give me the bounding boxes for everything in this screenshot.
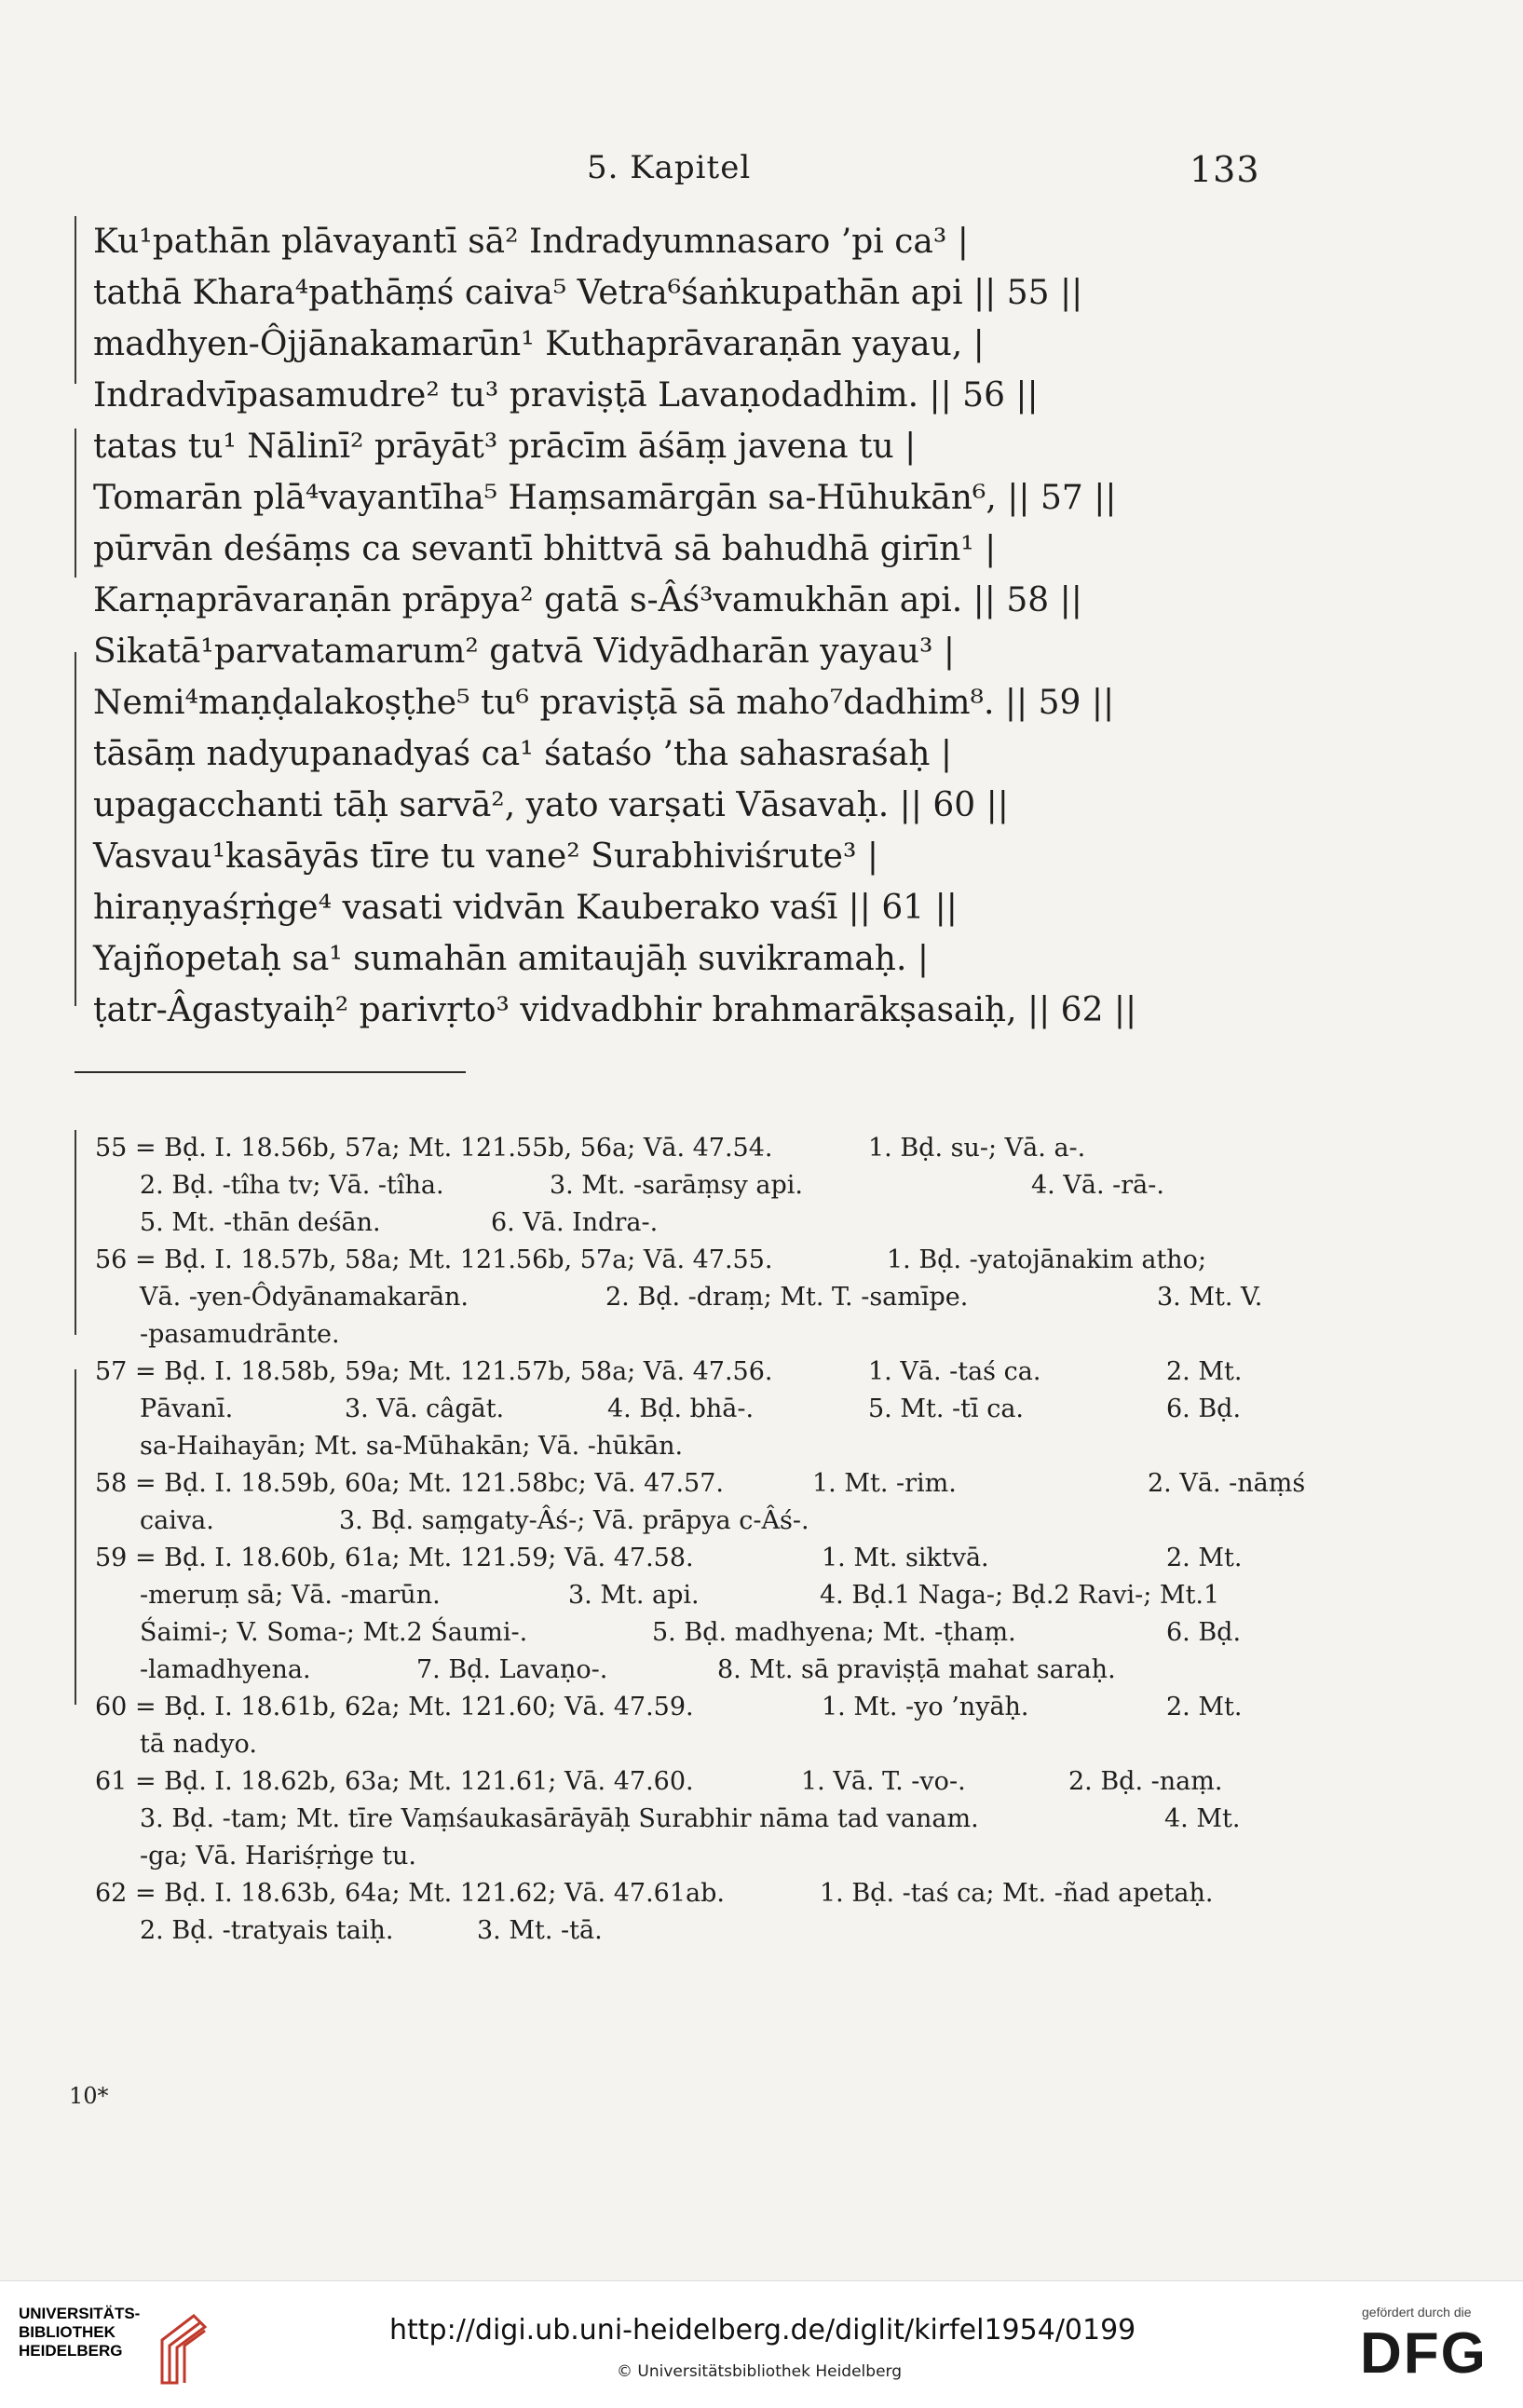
verse-line: Tomarān plā⁴vayantīha⁵ Haṃsamārgān sa-Hūhukān⁶, || 57 || (93, 479, 1117, 517)
permalink-url[interactable]: http://digi.ub.uni-heidelberg.de/diglit/kirfel1954/0199 (389, 2314, 1136, 2347)
verse-line: tāsāṃ nadyupanadyaś ca¹ śataśo ’tha sahasraśaḥ | (93, 735, 952, 773)
verse-line: upagacchanti tāḥ sarvā², yato varṣati Vāsavaḥ. || 60 || (93, 786, 1009, 824)
footnote-entry: 3. Mt. -tā. (477, 1916, 603, 1945)
footnote-line (95, 1801, 1255, 1838)
footnote-line (95, 1838, 1255, 1875)
footnote-divider (75, 1071, 466, 1073)
footnote-entry: 4. Mt. (1164, 1804, 1241, 1833)
footnote-entry: 58 = Bḍ. I. 18.59b, 60a; Mt. 121.58bc; Vā. 47.57. (95, 1469, 724, 1498)
verse-line: Ku¹pathān plāvayantī sā² Indradyumnasaro ’pi ca³ | (93, 223, 969, 261)
footnote-entry: 61 = Bḍ. I. 18.62b, 63a; Mt. 121.61; Vā. 47.60. (95, 1767, 694, 1796)
library-name-line: UNIVERSITÄTS- (19, 2305, 141, 2322)
footnote-entry: 8. Mt. sā praviṣṭā mahat saraḥ. (717, 1655, 1116, 1684)
footnote-entry: 60 = Bḍ. I. 18.61b, 62a; Mt. 121.60; Vā. 47.59. (95, 1693, 694, 1721)
margin-rule (75, 429, 76, 578)
footnote-entry: 5. Mt. -tī ca. (868, 1394, 1024, 1423)
footnote-line (95, 1726, 1255, 1763)
copyright-notice: © Universitätsbibliothek Heidelberg (617, 2362, 903, 2381)
footnote-line (95, 1465, 1306, 1503)
verse-line: tatas tu¹ Nālinī² prāyāt³ prācīm āśāṃ javena tu | (93, 428, 917, 466)
footnote-entry: 1. Vā. -taś ca. (868, 1357, 1041, 1386)
verse-line: ṭatr-Âgastyaiḥ² parivṛto³ vidvadbhir brahmarākṣasaiḥ, || 62 || (93, 991, 1137, 1029)
footnote-line (95, 1242, 1255, 1279)
footnote-line (95, 1428, 1255, 1465)
footnote-entry: 1. Mt. -rim. (812, 1469, 957, 1498)
footnote-entry: 59 = Bḍ. I. 18.60b, 61a; Mt. 121.59; Vā. 47.58. (95, 1544, 694, 1572)
footnote-line (95, 1577, 1255, 1614)
footnote-entry: 4. Bḍ.1 Naga-; Bḍ.2 Ravi-; Mt.1 (820, 1581, 1220, 1610)
footnote-entry: 1. Vā. T. -vo-. (801, 1767, 966, 1796)
footnote-line (95, 1316, 1255, 1354)
footnote-entry: -meruṃ sā; Vā. -marūn. (140, 1581, 441, 1610)
footnote-entry: caiva. (140, 1506, 214, 1535)
footnote-line (95, 1763, 1255, 1801)
dfg-logo[interactable]: DFG (1360, 2321, 1488, 2386)
verse-line: hiraṇyaśṛṅge⁴ vasati vidvān Kauberako vaśī || 61 || (93, 889, 958, 927)
footnote-entry: 3. Bḍ. -tam; Mt. tīre Vaṃśaukasārāyāḥ Surabhir nāma tad vanam. (140, 1804, 979, 1833)
verse-line: Indradvīpasamudre² tu³ praviṣṭā Lavaṇodadhim. || 56 || (93, 376, 1039, 415)
footnote-entry: 1. Mt. -yo ’nyāḥ. (822, 1693, 1029, 1721)
footnote-entry: 2. Mt. (1166, 1357, 1243, 1386)
footnote-line (95, 1614, 1255, 1652)
footnote-line (95, 1167, 1255, 1204)
footnote-entry: 5. Mt. -thān deśān. (140, 1208, 381, 1237)
footnote-entry: 57 = Bḍ. I. 18.58b, 59a; Mt. 121.57b, 58a; Vā. 47.56. (95, 1357, 773, 1386)
footnote-entry: 3. Mt. -sarāṃsy api. (550, 1171, 803, 1200)
verse-line: pūrvān deśāṃs ca sevantī bhittvā sā bahudhā girīn¹ | (93, 530, 997, 568)
footnote-entry: 1. Bḍ. su-; Vā. a-. (868, 1134, 1086, 1163)
verse-line: tathā Khara⁴pathāṃś caiva⁵ Vetra⁶śaṅkupathān api || 55 || (93, 274, 1083, 312)
footnote-entry: 1. Bḍ. -yatojānakim atho; (887, 1245, 1207, 1274)
footnote-entry: 3. Vā. câgāt. (345, 1394, 505, 1423)
footnote-entry: 7. Bḍ. Lavaṇo-. (416, 1655, 608, 1684)
footnote-entry: sa-Haihayān; Mt. sa-Mūhakān; Vā. -hūkān. (140, 1432, 684, 1461)
margin-rule (75, 216, 76, 384)
footnote-entry: 1. Bḍ. -taś ca; Mt. -ñad apetaḥ. (820, 1879, 1214, 1908)
margin-rule (75, 1130, 76, 1335)
running-head: 5. Kapitel (587, 149, 752, 186)
footnote-entry: Śaimi-; V. Soma-; Mt.2 Śaumi-. (140, 1618, 528, 1647)
library-name (19, 2305, 140, 2360)
footnote-entry: -pasamudrānte. (140, 1320, 340, 1349)
verse-line: Yajñopetaḥ sa¹ sumahān amitaujāḥ suvikramaḥ. | (93, 940, 929, 978)
footnote-entry: -lamadhyena. (140, 1655, 311, 1684)
footnote-entry: 6. Bḍ. (1166, 1618, 1242, 1647)
verse-line: Karṇaprāvaraṇān prāpya² gatā s-Âś³vamukhān api. || 58 || (93, 581, 1082, 619)
margin-rule (75, 1369, 76, 1705)
footnote-entry: 4. Vā. -rā-. (1031, 1171, 1164, 1200)
footnote-line (95, 1503, 1255, 1540)
footnote-line (95, 1354, 1255, 1391)
footnote-entry: 4. Bḍ. bhā-. (607, 1394, 755, 1423)
footnote-entry: 6. Bḍ. (1166, 1394, 1242, 1423)
footnote-line (95, 1912, 1255, 1950)
footnote-line (95, 1204, 1255, 1242)
verse-line: madhyen-Ôjjānakamarūn¹ Kuthaprāvaraṇān yayau, | (93, 325, 985, 363)
footnote-entry: 6. Vā. Indra-. (491, 1208, 659, 1237)
footnote-block (95, 1130, 1306, 1950)
footnote-line (95, 1540, 1255, 1577)
footnote-entry: 3. Bḍ. saṃgaty-Âś-; Vā. prāpya c-Âś-. (339, 1506, 809, 1535)
page-number: 133 (1190, 149, 1260, 190)
funding-label: gefördert durch die (1362, 2305, 1472, 2320)
footnote-entry: tā nadyo. (140, 1730, 257, 1759)
footnote-entry: -ga; Vā. Hariśṛṅge tu. (140, 1842, 416, 1871)
footnote-entry: 55 = Bḍ. I. 18.56b, 57a; Mt. 121.55b, 56a; Vā. 47.54. (95, 1134, 773, 1163)
footnote-entry: 56 = Bḍ. I. 18.57b, 58a; Mt. 121.56b, 57a; Vā. 47.55. (95, 1245, 773, 1274)
footnote-line (95, 1652, 1255, 1689)
library-name-line: HEIDELBERG (19, 2342, 123, 2360)
footnote-entry: 1. Mt. siktvā. (822, 1544, 989, 1572)
footnote-entry: 2. Bḍ. -tratyais taiḥ. (140, 1916, 394, 1945)
signature-mark: 10* (69, 2083, 109, 2109)
footnote-entry: 62 = Bḍ. I. 18.63b, 64a; Mt. 121.62; Vā. 47.61ab. (95, 1879, 725, 1908)
library-emblem-icon (149, 2312, 214, 2387)
footnote-line (95, 1130, 1255, 1167)
margin-rule (75, 652, 76, 1006)
footnote-entry: 2. Mt. (1166, 1693, 1243, 1721)
footnote-entry: 2. Bḍ. -draṃ; Mt. T. -samīpe. (605, 1283, 969, 1312)
verse-line: Vasvau¹kasāyās tīre tu vane² Surabhiviśrute³ | (93, 837, 878, 876)
footnote-entry: 2. Bḍ. -tîha tv; Vā. -tîha. (140, 1171, 444, 1200)
footnote-entry: Vā. -yen-Ôdyānamakarān. (140, 1283, 469, 1312)
footnote-line (95, 1279, 1263, 1316)
footnote-entry: 3. Mt. api. (568, 1581, 700, 1610)
footnote-entry: 5. Bḍ. madhyena; Mt. -ṭhaṃ. (652, 1618, 1016, 1647)
footnote-entry: 3. Mt. V. (1157, 1283, 1263, 1312)
verse-line: Sikatā¹parvatamarum² gatvā Vidyādharān yayau³ | (93, 633, 955, 671)
library-name-line: BIBLIOTHEK (19, 2323, 116, 2341)
footnote-line (95, 1689, 1255, 1726)
footnote-line (95, 1391, 1255, 1428)
footnote-line (95, 1875, 1255, 1912)
verse-line: Nemi⁴maṇḍalakoṣṭhe⁵ tu⁶ praviṣṭā sā maho⁷dadhim⁸. || 59 || (93, 684, 1115, 722)
footnote-entry: 2. Vā. -nāṃś (1148, 1469, 1306, 1498)
footnote-entry: 2. Bḍ. -naṃ. (1068, 1767, 1223, 1796)
footnote-entry: 2. Mt. (1166, 1544, 1243, 1572)
footnote-entry: Pāvanī. (140, 1394, 234, 1423)
verse-block (93, 216, 1304, 1036)
